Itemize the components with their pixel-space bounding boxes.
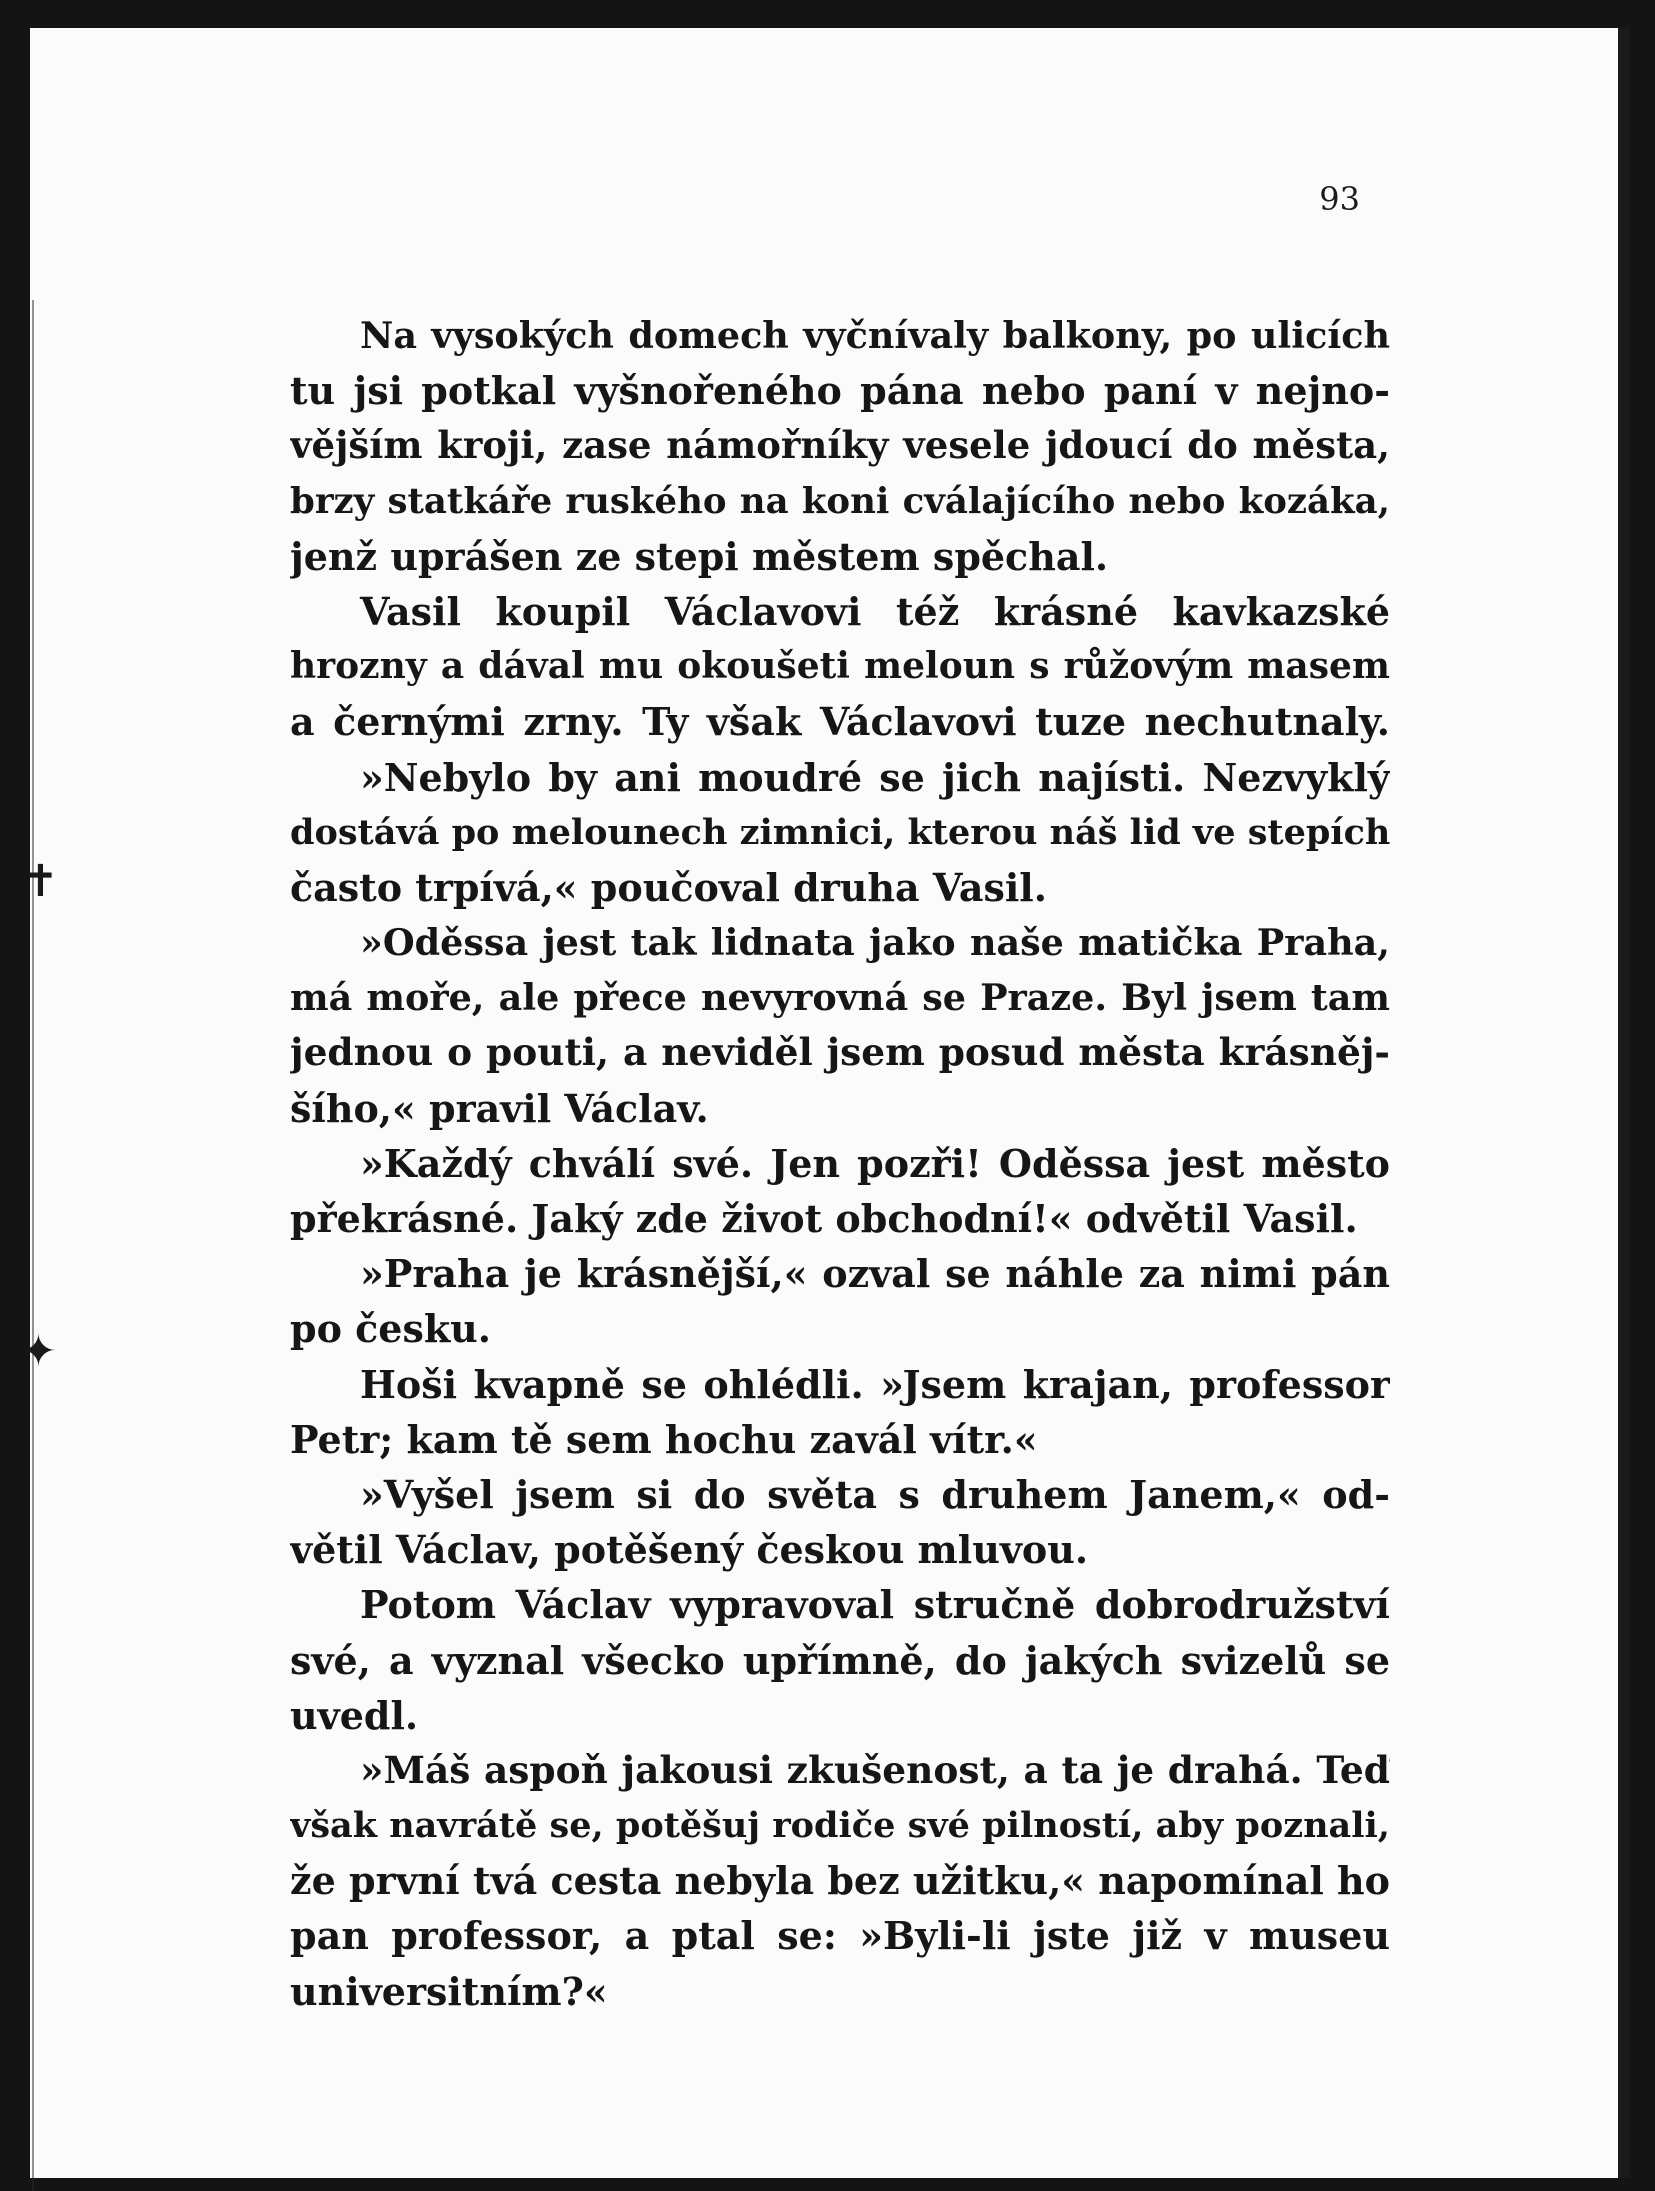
text-line: universitním?« — [290, 1968, 608, 2014]
page-number: 93 — [1319, 180, 1360, 218]
book-page — [30, 28, 1630, 2178]
text-line: však navrátě se, potěšuj rodiče své pilností, aby poznali, — [290, 1805, 1390, 1847]
text-line: vějším kroji, zase námořníky vesele jdoucí do města, — [290, 423, 1390, 468]
text-line: »Nebylo by ani moudré se jich najísti. Nezvyklý — [360, 754, 1390, 800]
binding-gutter-line — [32, 300, 34, 2191]
text-line: pan professor, a ptal se: »Byli-li jste již v museu — [290, 1913, 1390, 1959]
text-line: Na vysokých domech vyčnívaly balkony, po ulicích — [360, 314, 1390, 357]
text-line: má moře, ale přece nevyrovná se Praze. Byl jsem tam — [290, 976, 1390, 1020]
text-line: své, a vyznal všecko upřímně, do jakých svizelů se — [290, 1637, 1390, 1683]
text-line: jenž uprášen ze stepi městem spěchal. — [290, 533, 1109, 579]
text-line: »Oděssa jest tak lidnata jako naše matička Praha, — [360, 921, 1390, 965]
text-line: »Máš aspoň jakousi zkušenost, a ta je drahá. Teď — [360, 1747, 1390, 1792]
text-line: větil Václav, potěšený českou mluvou. — [290, 1527, 1089, 1573]
text-line: šího,« pravil Václav. — [290, 1085, 709, 1131]
page-right-edge — [1618, 28, 1630, 2178]
text-line: že první tvá cesta nebyla bez užitku,« napomínal ho — [290, 1858, 1390, 1904]
text-line: Petr; kam tě sem hochu zavál vítr.« — [290, 1416, 1038, 1462]
body-text — [290, 308, 1390, 2019]
text-line: brzy statkáře ruského na koni cválajícího nebo kozáka, — [290, 480, 1390, 522]
text-line: často trpívá,« poučoval druha Vasil. — [290, 864, 1047, 910]
text-line: překrásné. Jaký zde život obchodní!« odvětil Vasil. — [290, 1196, 1358, 1241]
text-line: a černými zrny. Ty však Václavovi tuze nechutnaly. — [290, 699, 1390, 745]
text-line: Potom Václav vypravoval stručně dobrodružství — [360, 1582, 1390, 1628]
margin-cross-mark: ✝ — [22, 856, 59, 907]
margin-star-mark: ✦ — [20, 1326, 57, 1377]
text-line: uvedl. — [290, 1692, 419, 1738]
text-line: tu jsi potkal vyšnořeného pána nebo paní v nejno- — [290, 368, 1390, 414]
text-line: »Každý chválí své. Jen pozři! Oděssa jest město — [360, 1140, 1390, 1186]
text-line: »Vyšel jsem si do světa s druhem Janem,« od- — [360, 1471, 1390, 1517]
text-line: po česku. — [290, 1306, 492, 1352]
text-line: Hoši kvapně se ohlédli. »Jsem krajan, professor — [360, 1361, 1390, 1407]
text-line: jednou o pouti, a neviděl jsem posud města krásněj- — [290, 1030, 1390, 1075]
text-line: »Praha je krásnější,« ozval se náhle za nimi pán — [360, 1251, 1390, 1297]
text-line: Vasil koupil Václavovi též krásné kavkazské — [360, 588, 1390, 634]
text-line: dostává po melounech zimnici, kterou náš lid ve stepích — [290, 811, 1390, 853]
text-line: hrozny a dával mu okoušeti meloun s růžovým masem — [290, 645, 1390, 688]
